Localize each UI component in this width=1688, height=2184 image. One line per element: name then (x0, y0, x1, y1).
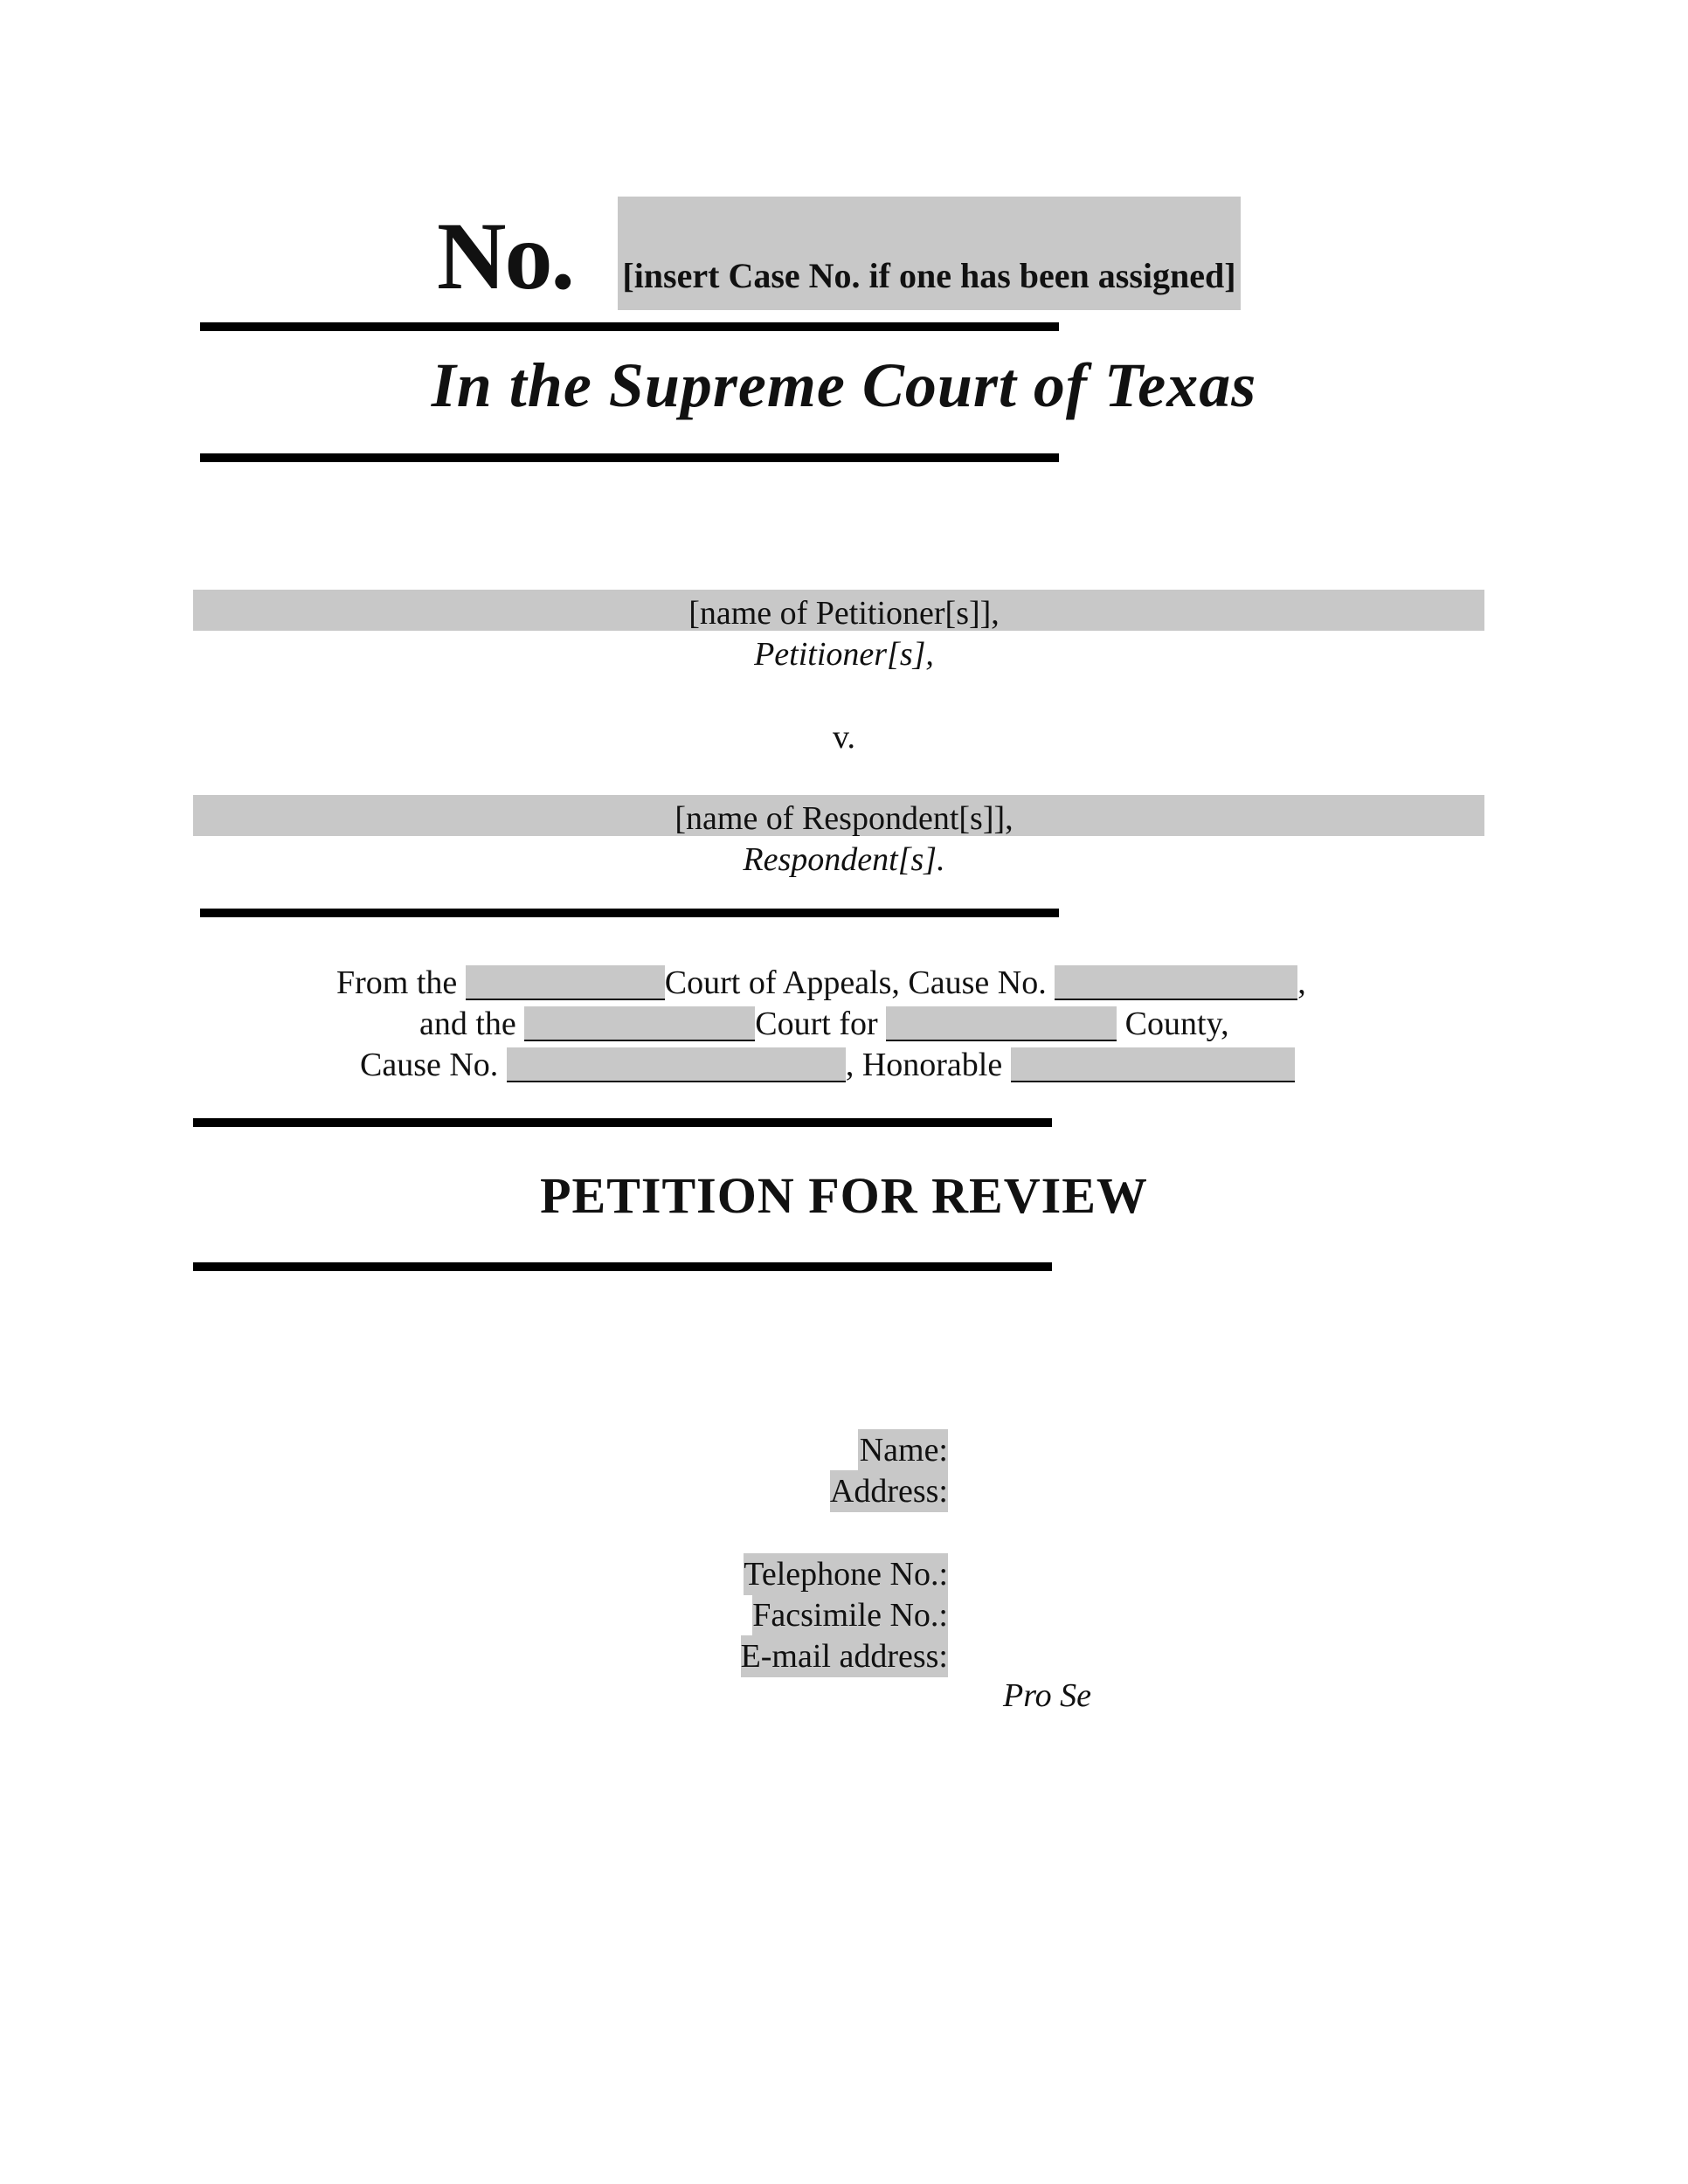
versus-label: v. (832, 719, 856, 756)
court-of-appeals-label: Court of Appeals, Cause No. (664, 964, 1047, 1001)
contact-name-label[interactable]: Name: (858, 1429, 948, 1471)
judge-name-blank[interactable] (1011, 1047, 1295, 1082)
court-of-appeals-blank[interactable] (466, 965, 665, 1000)
pro-se-label: Pro Se (1003, 1677, 1091, 1714)
parties-rule (200, 909, 1059, 917)
county-blank[interactable] (886, 1006, 1117, 1041)
origin-line-2 (419, 1006, 1229, 1041)
document-title: PETITION FOR REVIEW (540, 1167, 1148, 1224)
case-number-label: No. (437, 203, 573, 309)
trial-cause-label: Cause No. (360, 1047, 499, 1083)
title-rule (193, 1262, 1052, 1271)
contact-address-label[interactable]: Address: (830, 1470, 948, 1512)
appeals-cause-number-blank[interactable] (1055, 965, 1297, 1000)
respondent-name-field[interactable]: [name of Respondent[s]], (675, 800, 1013, 837)
origin-from-label: From the (336, 964, 458, 1001)
court-for-label: Court for (755, 1006, 878, 1042)
respondent-role-label: Respondent[s]. (743, 841, 945, 878)
honorable-label: , Honorable (845, 1047, 1003, 1083)
header-rule-top (200, 322, 1059, 331)
court-name-heading: In the Supreme Court of Texas (431, 350, 1257, 420)
trial-cause-number-blank[interactable] (507, 1047, 846, 1082)
origin-rule (193, 1118, 1052, 1127)
trial-court-blank[interactable] (524, 1006, 755, 1041)
origin-line1-comma: , (1297, 964, 1306, 1001)
case-number-field[interactable]: [insert Case No. if one has been assigned] (622, 256, 1236, 295)
contact-telephone-label[interactable]: Telephone No.: (744, 1553, 948, 1595)
header-rule-bottom (200, 453, 1059, 462)
petitioner-name-field[interactable]: [name of Petitioner[s]], (688, 595, 1000, 632)
origin-and-the-label: and the (419, 1006, 516, 1042)
origin-line-3 (360, 1047, 1295, 1082)
petitioner-role-label: Petitioner[s], (754, 636, 934, 673)
county-label: County, (1124, 1006, 1229, 1042)
contact-email-label[interactable]: E-mail address: (741, 1635, 948, 1677)
contact-facsimile-label[interactable]: Facsimile No.: (752, 1594, 948, 1636)
origin-line-1 (336, 965, 1306, 1000)
